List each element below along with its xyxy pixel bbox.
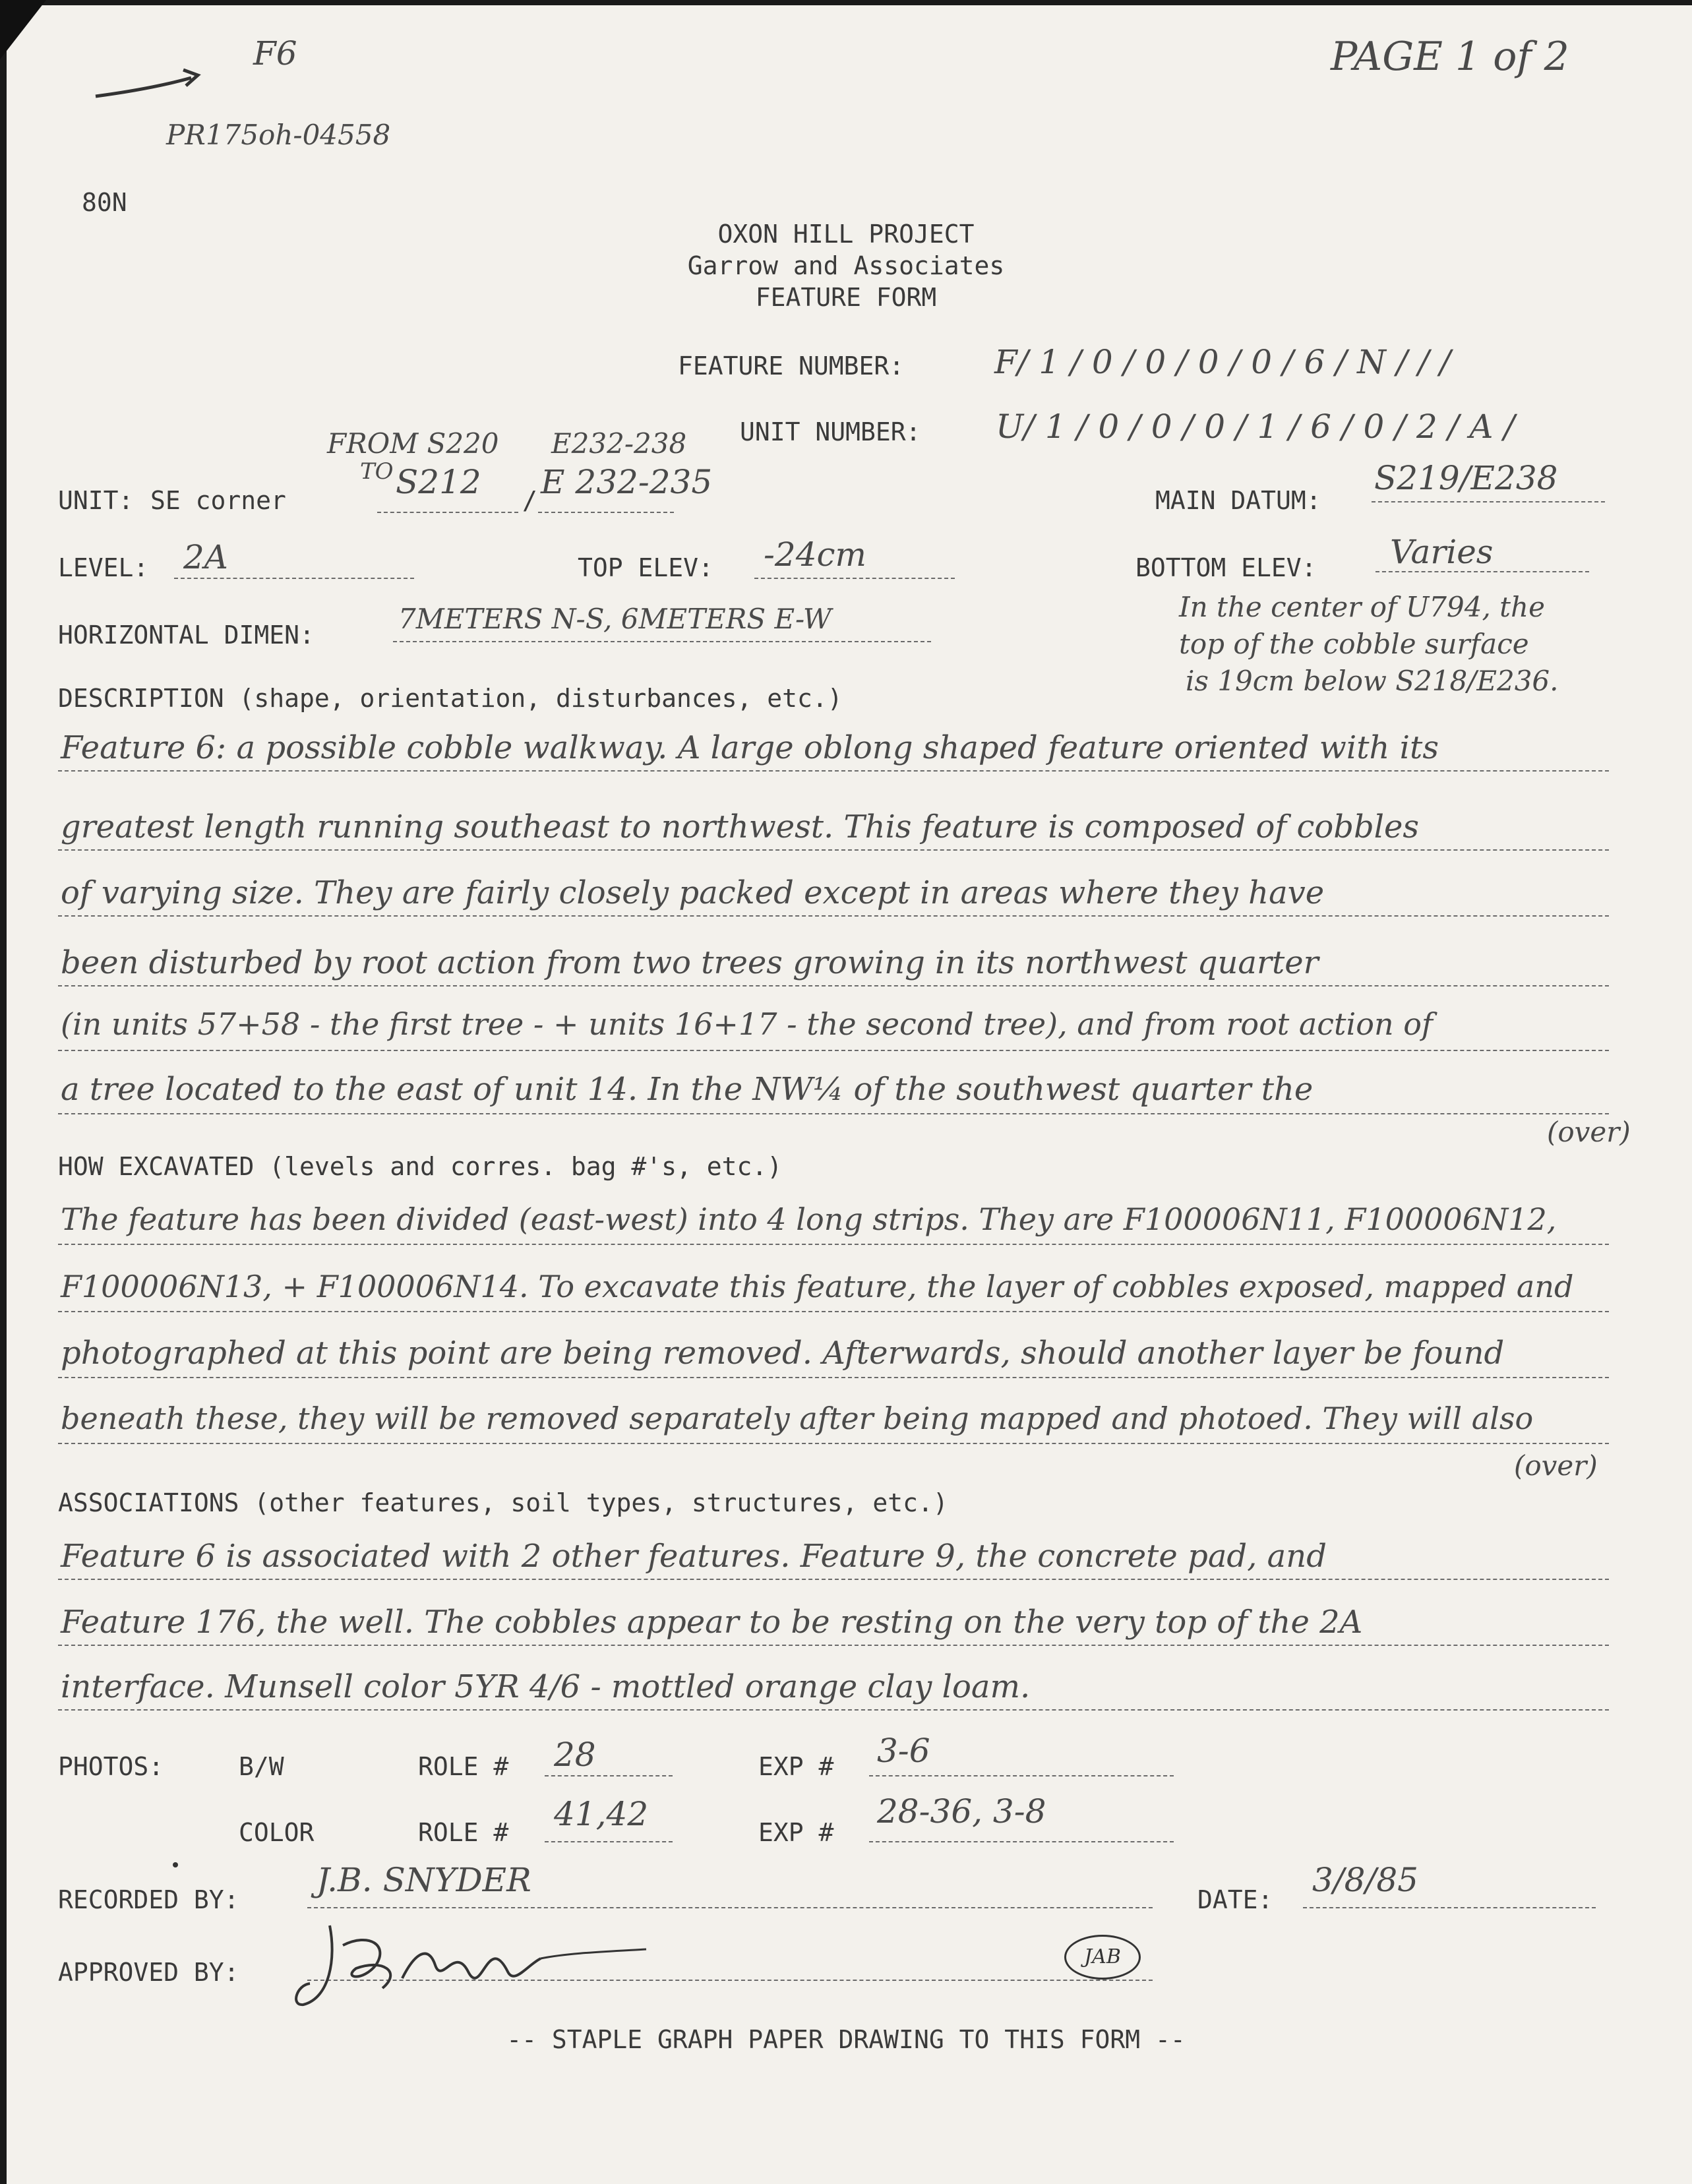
approval-signature [290,1906,686,2024]
ink-dot [173,1862,178,1867]
project-title: OXON HILL PROJECT [717,220,975,249]
approval-stamp: JAB [1064,1935,1141,1980]
top-elev-label: TOP ELEV: [578,553,713,582]
bottom-elev-value: Varies [1390,533,1494,571]
unit-label: UNIT: [58,486,134,515]
date-underline [1303,1907,1596,1908]
horizontal-dimen-label: HORIZONTAL DIMEN: [58,621,315,650]
unit-prefix: SE corner [150,486,286,515]
unit-separator: / [522,486,537,515]
associations-label: ASSOCIATIONS (other features, soil types, structures, etc.) [58,1488,948,1517]
unit-s-underline [377,512,518,513]
catalog-number: PR175oh-04558 [166,119,391,151]
main-datum-underline [1372,501,1605,502]
photos-color-exp-value: 28-36, 3-8 [877,1792,1046,1831]
how-excavated-label: HOW EXCAVATED (levels and corres. bag #'s, etc.) [58,1152,783,1181]
description-line: (in units 57+58 - the first tree - + units 16+17 - the second tree), and from root action of [61,1006,1433,1042]
date-label: DATE: [1197,1885,1273,1914]
how-excavated-rule [58,1443,1609,1444]
description-rule [58,985,1609,986]
bottom-elev-label: BOTTOM ELEV: [1135,553,1317,582]
photos-bw-exp-label: EXP # [758,1752,834,1781]
form-title: FEATURE FORM [755,283,937,312]
level-value: 2A [183,538,228,576]
top-elev-underline [754,578,955,579]
photos-bw-role-label: ROLE # [418,1752,509,1781]
photos-bw-exp-underline [869,1775,1174,1776]
associations-rule [58,1579,1609,1580]
how-excavated-line: beneath these, they will be removed separately after being mapped and photoed. They will also [61,1401,1534,1436]
photos-bw-label: B/W [239,1752,284,1781]
how-excavated-rule [58,1244,1609,1245]
description-line: been disturbed by root action from two trees growing in its northwest quarter [61,944,1319,981]
description-rule [58,849,1609,851]
photos-color-role-label: ROLE # [418,1818,509,1847]
approved-by-label: APPROVED BY: [58,1958,239,1987]
unit-annotation-e: E232-238 [551,427,687,460]
description-rule [58,1113,1609,1114]
photos-color-role-value: 41,42 [554,1795,649,1833]
description-over-note: (over) [1547,1116,1631,1148]
photos-color-role-underline [545,1841,673,1842]
unit-number-value: U/ 1 / 0 / 0 / 0 / 1 / 6 / 0 / 2 / A / [996,408,1515,446]
level-label: LEVEL: [58,553,149,582]
date-value: 3/8/85 [1312,1861,1418,1899]
bottom-elev-note-line: top of the cobble surface [1179,628,1529,660]
associations-line: Feature 6 is associated with 2 other features. Feature 9, the concrete pad, and [61,1538,1327,1575]
scan-border-top [0,0,1692,5]
how-excavated-line: photographed at this point are being removed. Afterwards, should another layer be found [61,1335,1505,1372]
scan-border-left [0,0,7,2184]
description-label: DESCRIPTION (shape, orientation, disturbances, etc.) [58,684,843,713]
unit-value-s: S212 [396,463,481,501]
associations-line: interface. Munsell color 5YR 4/6 - mottled orange clay loam. [61,1668,1031,1705]
firm-name: Garrow and Associates [687,251,1005,280]
description-line: Feature 6: a possible cobble walkway. A large oblong shaped feature oriented with its [61,729,1439,766]
how-excavated-over-note: (over) [1514,1449,1598,1482]
feature-number-label: FEATURE NUMBER: [678,351,905,380]
description-line: a tree located to the east of unit 14. In the NW¼ of the southwest quarter the [61,1071,1314,1108]
description-rule [58,1050,1609,1051]
page-label: PAGE 1 of 2 [1331,34,1569,80]
how-excavated-rule [58,1377,1609,1378]
photos-bw-role-value: 28 [554,1736,596,1774]
bottom-elev-underline [1375,571,1589,572]
how-excavated-line: The feature has been divided (east-west) into 4 long strips. They are F100006N11, F100006N12, [61,1201,1557,1237]
photos-bw-exp-value: 3-6 [877,1732,930,1770]
photos-color-exp-underline [869,1841,1174,1842]
photos-bw-role-underline [545,1775,673,1776]
description-line: of varying size. They are fairly closely packed except in areas where they have [61,874,1325,911]
description-rule [58,770,1609,772]
unit-value-e: E 232-235 [541,463,713,501]
unit-annotation-from: FROM S220 [327,427,499,460]
bottom-elev-note-line: In the center of U794, the [1179,591,1545,623]
horizontal-dimen-value: 7METERS N-S, 6METERS E-W [398,603,832,635]
photos-label: PHOTOS: [58,1752,164,1781]
unit-annotation-to: TO [360,458,394,485]
main-datum-value: S219/E238 [1374,459,1558,497]
bottom-elev-note-line: is 19cm below S218/E236. [1186,665,1559,697]
associations-line: Feature 176, the well. The cobbles appear to be resting on the very top of the 2A [61,1604,1363,1641]
level-underline [174,578,414,579]
how-excavated-rule [58,1311,1609,1312]
description-line: greatest length running southeast to northwest. This feature is composed of cobbles [61,808,1420,845]
top-elev-value: -24cm [764,535,866,574]
form-footer: -- STAPLE GRAPH PAPER DRAWING TO THIS FORM -- [506,2025,1186,2054]
scan-corner [0,0,46,59]
main-datum-label: MAIN DATUM: [1155,486,1321,515]
unit-number-label: UNIT NUMBER: [740,417,921,446]
associations-rule [58,1645,1609,1646]
top-left-code: F6 [253,34,297,73]
associations-rule [58,1709,1609,1711]
feature-number-value: F/ 1 / 0 / 0 / 0 / 0 / 6 / N / / / [994,343,1451,381]
description-rule [58,915,1609,917]
recorded-by-label: RECORDED BY: [58,1885,239,1914]
photos-color-exp-label: EXP # [758,1818,834,1847]
arrow-mark-icon [92,58,204,104]
recorded-by-value: J.B. SNYDER [317,1861,531,1899]
box-number: 80N [82,188,127,217]
unit-e-underline [538,512,674,513]
horizontal-dimen-underline [393,641,931,642]
how-excavated-line: F100006N13, + F100006N14. To excavate this feature, the layer of cobbles exposed, mapped and [61,1269,1574,1304]
photos-color-label: COLOR [239,1818,315,1847]
